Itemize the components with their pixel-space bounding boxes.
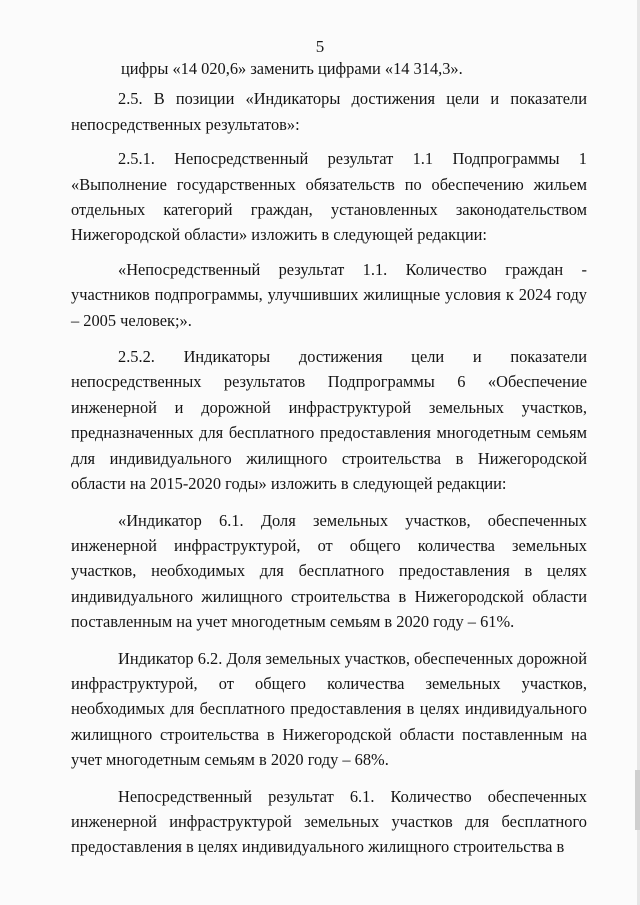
paragraph-result-1-1: «Непосредственный результат 1.1. Количество граждан - участников подпрограммы, улучшивших жилищные условия к 2024 году – 2005 человек;». — [71, 259, 587, 330]
paragraph-2-5: 2.5. В позиции «Индикаторы достижения цели и показатели непосредственных результатов»: — [71, 89, 587, 134]
page-number: 5 — [315, 37, 325, 56]
paragraph-result-6-1: Непосредственный результат 6.1. Количество обеспеченных инженерной инфраструктурой земельных участков для бесплатного предоставления в целях индивидуального жилищного строительства в — [71, 786, 587, 857]
document-body — [71, 56, 587, 860]
paragraph-2-5-1: 2.5.1. Непосредственный результат 1.1 Подпрограммы 1 «Выполнение государственных обязательств по обеспечению жильем отдельных категорий граждан, установленных законодательством Нижегородской области» изложить в следующей редакции: — [71, 149, 587, 245]
paragraph-indicator-6-2: Индикатор 6.2. Доля земельных участков, обеспеченных дорожной инфраструктурой, от общего количества земельных участков, необходимых для бесплатного предоставления в целях индивидуального жилищного строительства в Нижегородской области поставленным на учет многодетным семьям в 2020 году – 68%. — [71, 648, 587, 770]
paragraph-indicator-6-1: «Индикатор 6.1. Доля земельных участков, обеспеченных инженерной инфраструктурой, от общего количества земельных участков, необходимых для бесплатного предоставления в целях индивидуального жилищного строительства в Нижегородской области поставленным на учет многодетным семьям в 2020 году – 61%. — [71, 510, 587, 632]
scan-edge-mark — [635, 770, 640, 830]
paragraph-digits-replacement: цифры «14 020,6» заменить цифрами «14 314,3». — [121, 59, 463, 78]
paragraph-2-5-2: 2.5.2. Индикаторы достижения цели и показатели непосредственных результатов Подпрограммы 6 «Обеспечение инженерной и дорожной инфраструктурой земельных участков, предназначенных для бесплатного предоставления многодетным семьям для индивидуального жилищного строительства в Нижегородской области на 2015-2020 годы» изложить в следующей редакции: — [71, 347, 587, 494]
